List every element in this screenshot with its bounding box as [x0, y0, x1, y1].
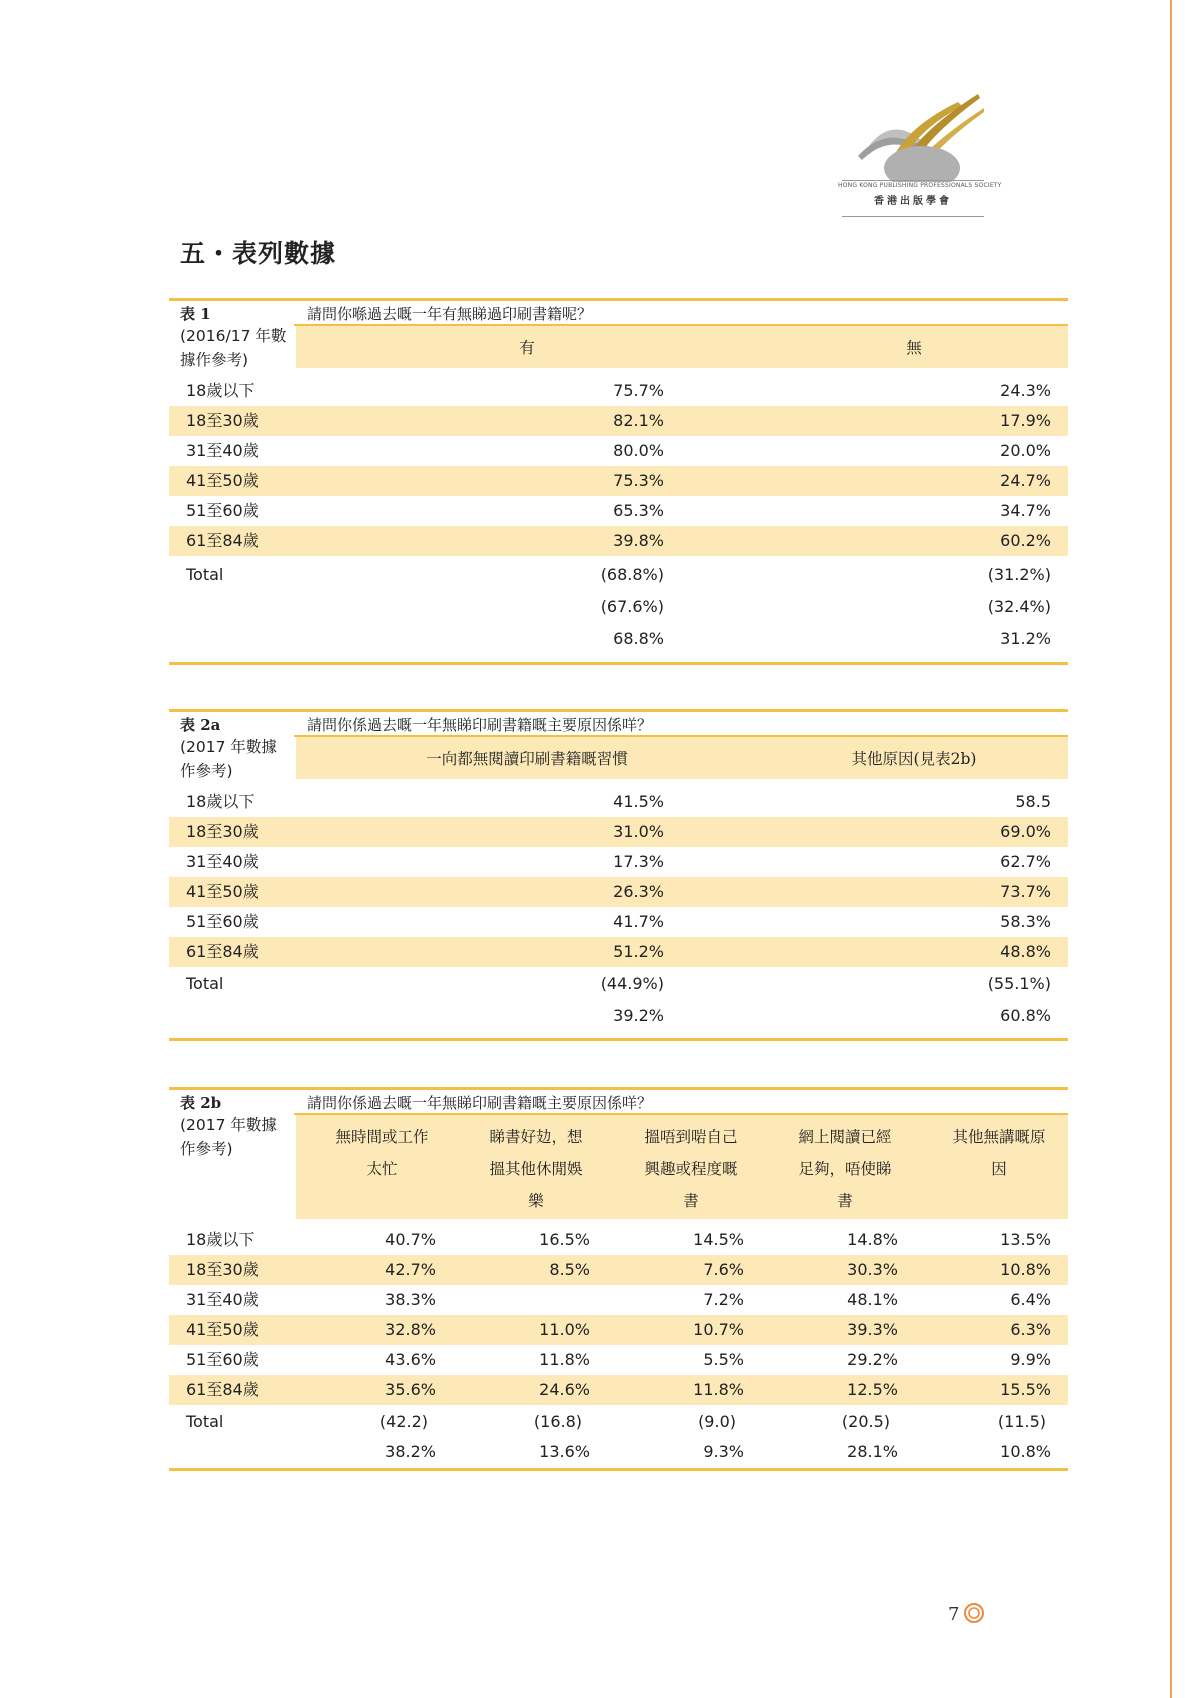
column-header: 有 — [519, 339, 535, 357]
cell-value: 43.6% — [385, 1350, 436, 1369]
table-row — [169, 1345, 1068, 1375]
cell-value: 11.8% — [693, 1380, 744, 1399]
table-rule-top — [169, 709, 1068, 712]
table-rule-top — [169, 298, 1068, 301]
total-value: (11.5) — [997, 1412, 1046, 1431]
row-label: 61至84歲 — [186, 1380, 259, 1399]
cell-value: 5.5% — [703, 1350, 744, 1369]
table-label: 表 2a — [180, 716, 221, 734]
cell-value: 30.3% — [847, 1260, 898, 1279]
table-note: (2017 年數據作參考) — [180, 738, 277, 780]
table-row — [169, 436, 1068, 466]
table-row — [169, 787, 1068, 817]
cell-value: 60.2% — [1000, 531, 1051, 550]
cell-value: 62.7% — [1000, 852, 1051, 871]
cell-value: 17.3% — [613, 852, 664, 871]
page-number-circle-icon — [963, 1602, 985, 1624]
table-rule-bottom — [169, 1038, 1068, 1041]
cell-value: 7.6% — [703, 1260, 744, 1279]
section-heading: 五・表列數據 — [180, 239, 337, 268]
row-label: 41至50歲 — [186, 882, 259, 901]
total-value: 13.6% — [539, 1442, 590, 1461]
column-header: 其他原因(見表2b) — [851, 750, 977, 768]
cell-value: 38.3% — [385, 1290, 436, 1309]
total-value: 28.1% — [847, 1442, 898, 1461]
row-label: 61至84歲 — [186, 531, 259, 550]
table-note: (2017 年數據作參考) — [180, 1116, 277, 1158]
cell-value: 13.5% — [1000, 1230, 1051, 1249]
total-row — [169, 1001, 1068, 1031]
total-value: (68.8%) — [600, 565, 664, 584]
total-label: Total — [186, 565, 224, 584]
cell-value: 80.0% — [613, 441, 664, 460]
cell-value: 24.6% — [539, 1380, 590, 1399]
row-label: 18歲以下 — [186, 792, 255, 811]
table-row — [169, 1315, 1068, 1345]
column-header: 無 — [906, 339, 922, 357]
table-row — [169, 877, 1068, 907]
table-row — [169, 496, 1068, 526]
cell-value: 16.5% — [539, 1230, 590, 1249]
table-2a — [169, 709, 1068, 1043]
total-value: 10.8% — [1000, 1442, 1051, 1461]
table-row — [169, 1255, 1068, 1285]
cell-value: 40.7% — [385, 1230, 436, 1249]
cell-value: 39.3% — [847, 1320, 898, 1339]
total-value: (16.8) — [533, 1412, 582, 1431]
table-row — [169, 1225, 1068, 1255]
table-rule-top — [169, 1087, 1068, 1090]
total-value: 68.8% — [613, 629, 664, 648]
cell-value: 58.5 — [1015, 792, 1051, 811]
column-header: 搵唔到啱自己 興趣或程度嘅 書 — [644, 1128, 738, 1210]
row-label: 18歲以下 — [186, 1230, 255, 1249]
cell-value: 8.5% — [549, 1260, 590, 1279]
total-value: (55.1%) — [987, 974, 1051, 993]
table-rule-bottom — [169, 1468, 1068, 1471]
table-row — [169, 847, 1068, 877]
cell-value: 10.7% — [693, 1320, 744, 1339]
row-label: 61至84歲 — [186, 942, 259, 961]
logo-chinese-text: 香港出版學會 — [874, 196, 952, 207]
cell-value: 48.8% — [1000, 942, 1051, 961]
table-rule-bottom — [169, 662, 1068, 665]
table-2b — [169, 1087, 1068, 1473]
row-label: 51至60歲 — [186, 1350, 259, 1369]
table-row — [169, 937, 1068, 967]
cell-value: 7.2% — [703, 1290, 744, 1309]
page-edge-line — [1170, 0, 1172, 1698]
total-row — [169, 560, 1068, 590]
cell-value: 12.5% — [847, 1380, 898, 1399]
total-row — [169, 1437, 1068, 1467]
cell-value: 11.0% — [539, 1320, 590, 1339]
cell-value: 39.8% — [613, 531, 664, 550]
total-value: 60.8% — [1000, 1006, 1051, 1025]
cell-value: 58.3% — [1000, 912, 1051, 931]
row-label: 18歲以下 — [186, 381, 255, 400]
cell-value: 32.8% — [385, 1320, 436, 1339]
column-header: 一向都無閱讀印刷書籍嘅習慣 — [426, 750, 628, 768]
table-question: 請問你係過去嘅一年無睇印刷書籍嘅主要原因係咩？ — [307, 716, 653, 734]
cell-value: 69.0% — [1000, 822, 1051, 841]
total-value: (31.2%) — [987, 565, 1051, 584]
table-note: (2016/17 年數據作參考) — [180, 327, 287, 369]
table-label: 表 2b — [180, 1094, 222, 1112]
cell-value: 24.3% — [1000, 381, 1051, 400]
cell-value: 73.7% — [1000, 882, 1051, 901]
cell-value: 41.5% — [613, 792, 664, 811]
total-value: 38.2% — [385, 1442, 436, 1461]
cell-value: 29.2% — [847, 1350, 898, 1369]
cell-value: 6.4% — [1010, 1290, 1051, 1309]
table-row — [169, 466, 1068, 496]
cell-value: 26.3% — [613, 882, 664, 901]
cell-value: 65.3% — [613, 501, 664, 520]
cell-value: 14.8% — [847, 1230, 898, 1249]
total-label: Total — [186, 1412, 224, 1431]
cell-value: 51.2% — [613, 942, 664, 961]
table-label: 表 1 — [180, 305, 211, 323]
cell-value: 75.3% — [613, 471, 664, 490]
row-label: 18至30歲 — [186, 822, 259, 841]
table-row — [169, 907, 1068, 937]
logo-emblem-icon — [838, 90, 988, 182]
cell-value: 17.9% — [1000, 411, 1051, 430]
cell-value: 14.5% — [693, 1230, 744, 1249]
total-value: (32.4%) — [987, 597, 1051, 616]
row-label: 31至40歲 — [186, 1290, 259, 1309]
row-label: 18至30歲 — [186, 1260, 259, 1279]
page-number: 7 — [948, 1604, 960, 1625]
cell-value: 48.1% — [847, 1290, 898, 1309]
column-header: 網上閱讀已經 足夠，唔使睇 書 — [798, 1128, 892, 1210]
logo-rule-top — [842, 180, 984, 181]
cell-value: 9.9% — [1010, 1350, 1051, 1369]
total-value: (9.0) — [698, 1412, 736, 1431]
total-row — [169, 1407, 1068, 1437]
column-header: 其他無講嘅原 因 — [952, 1128, 1046, 1178]
cell-value: 42.7% — [385, 1260, 436, 1279]
cell-value: 15.5% — [1000, 1380, 1051, 1399]
total-row — [169, 624, 1068, 654]
total-value: 9.3% — [703, 1442, 744, 1461]
total-value: (20.5) — [841, 1412, 890, 1431]
cell-value: 31.0% — [613, 822, 664, 841]
cell-value: 82.1% — [613, 411, 664, 430]
cell-value: 20.0% — [1000, 441, 1051, 460]
table-row — [169, 1375, 1068, 1405]
column-header: 無時間或工作 太忙 — [335, 1128, 429, 1178]
table-1 — [169, 298, 1068, 666]
logo-rule-bottom — [842, 216, 984, 217]
cell-value: 10.8% — [1000, 1260, 1051, 1279]
total-value: (42.2) — [379, 1412, 428, 1431]
cell-value: 35.6% — [385, 1380, 436, 1399]
table-row — [169, 1285, 1068, 1315]
cell-value: 11.8% — [539, 1350, 590, 1369]
total-label: Total — [186, 974, 224, 993]
total-row — [169, 592, 1068, 622]
row-label: 51至60歲 — [186, 912, 259, 931]
row-label: 18至30歲 — [186, 411, 259, 430]
cell-value: 6.3% — [1010, 1320, 1051, 1339]
table-row — [169, 526, 1068, 556]
row-label: 41至50歲 — [186, 471, 259, 490]
row-label: 41至50歲 — [186, 1320, 259, 1339]
total-value: (44.9%) — [600, 974, 664, 993]
cell-value: 24.7% — [1000, 471, 1051, 490]
table-row — [169, 406, 1068, 436]
total-value: (67.6%) — [600, 597, 664, 616]
cell-value: 75.7% — [613, 381, 664, 400]
column-header: 睇書好攰，想 搵其他休閒娛 樂 — [489, 1128, 583, 1210]
total-row — [169, 969, 1068, 999]
row-label: 31至40歲 — [186, 852, 259, 871]
total-value: 39.2% — [613, 1006, 664, 1025]
table-question: 請問你喺過去嘅一年有無睇過印刷書籍呢？ — [307, 305, 593, 323]
cell-value: 41.7% — [613, 912, 664, 931]
row-label: 51至60歲 — [186, 501, 259, 520]
total-value: 31.2% — [1000, 629, 1051, 648]
table-row — [169, 817, 1068, 847]
table-question: 請問你係過去嘅一年無睇印刷書籍嘅主要原因係咩？ — [307, 1094, 653, 1112]
society-logo — [838, 90, 1002, 220]
row-label: 31至40歲 — [186, 441, 259, 460]
table-row — [169, 376, 1068, 406]
logo-english-text: HONG KONG PUBLISHING PROFESSIONALS SOCIETY — [838, 182, 1002, 189]
cell-value: 34.7% — [1000, 501, 1051, 520]
